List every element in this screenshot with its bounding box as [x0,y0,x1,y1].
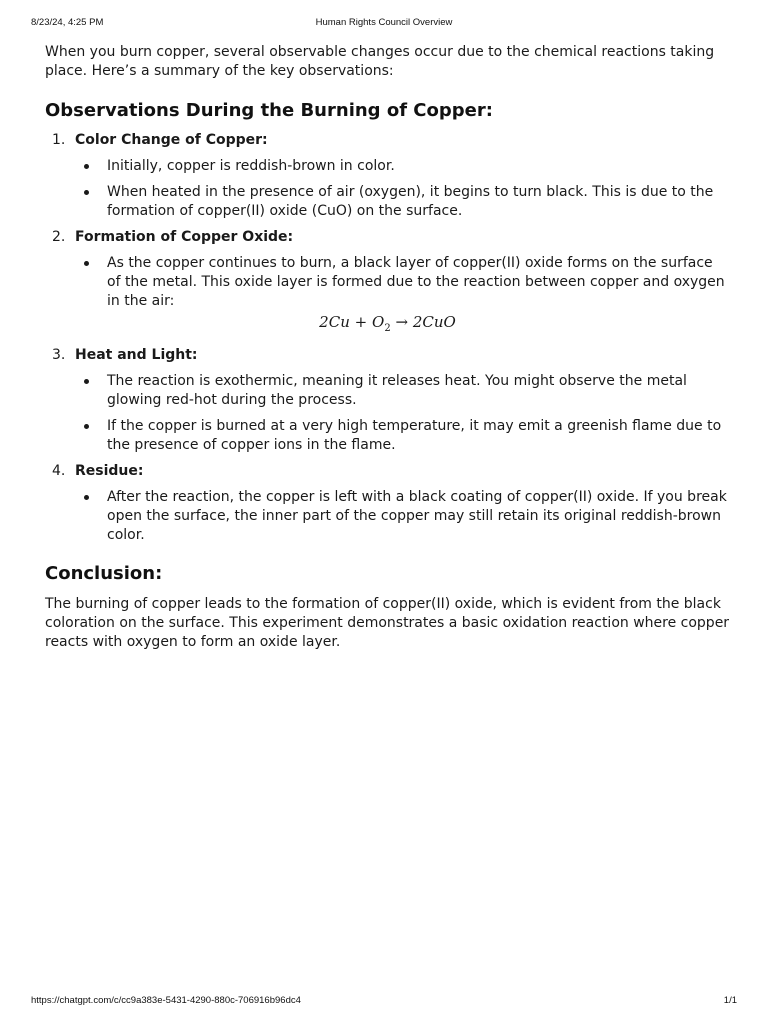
print-url: https://chatgpt.com/c/cc9a383e-5431-4290-880c-706916b96dc4 [31,995,301,1006]
bullet-text: Initially, copper is reddish-brown in color. [107,158,395,174]
item-title: Color Change of Copper: [75,132,268,148]
page-number: 1/1 [723,995,737,1006]
bullet-text: If the copper is burned at a very high temperature, it may emit a greenish flame due to the presence of copper ions in the flame. [107,418,722,453]
observation-item [45,131,730,221]
equation-arrow: → [395,313,409,331]
bullet-dot-icon [84,164,89,169]
bullet-text: As the copper continues to burn, a black layer of copper(II) oxide forms on the surface of the metal. This oxide layer is formed due to the reaction between copper and oxygen in the air: [107,255,725,309]
bullet-item [75,417,730,455]
equation-subscript: 2 [384,323,391,334]
item-number: 1. [52,132,66,148]
bullet-dot-icon [84,190,89,195]
conclusion-paragraph: The burning of copper leads to the formation of copper(II) oxide, which is evident from the black coloration on the surface. This experiment demonstrates a basic oxidation reaction where copper reacts with oxygen to form an oxide layer. [45,596,730,650]
bullet-text: After the reaction, the copper is left with a black coating of copper(II) oxide. If you break open the surface, the inner part of the copper may still retain its original reddish-brown color. [107,489,727,543]
document-body [45,43,730,652]
bullet-list [75,254,730,339]
equation-plus: + [354,313,368,331]
bullet-dot-icon [84,424,89,429]
bullet-item [75,157,730,176]
item-title: Heat and Light: [75,347,198,363]
bullet-dot-icon [84,495,89,500]
bullet-list [75,488,730,545]
observation-item [45,346,730,455]
item-title: Formation of Copper Oxide: [75,229,294,245]
item-title: Residue: [75,463,144,479]
bullet-item [75,488,730,545]
print-footer [0,995,768,1009]
intro-paragraph: When you burn copper, several observable changes occur due to the chemical reactions taking place. Here’s a summary of the key observations: [45,44,715,79]
observations-heading: Observations During the Burning of Copper: [45,100,493,121]
observation-item [45,228,730,339]
conclusion-heading: Conclusion: [45,563,163,584]
item-number: 2. [52,229,66,245]
chemical-equation [45,312,730,339]
bullet-dot-icon [84,379,89,384]
bullet-dot-icon [84,261,89,266]
equation-reactant-copper: 2Cu [319,313,350,331]
bullet-text: The reaction is exothermic, meaning it releases heat. You might observe the metal glowing red-hot during the process. [107,373,687,408]
print-datetime: 8/23/24, 4:25 PM [31,17,104,28]
bullet-text: When heated in the presence of air (oxygen), it begins to turn black. This is due to the formation of copper(II) oxide (CuO) on the surface. [107,184,714,219]
bullet-item [75,254,730,339]
equation-product: 2CuO [412,313,456,331]
bullet-item [75,183,730,221]
print-header [0,17,768,31]
observations-list [45,131,730,545]
print-title: Human Rights Council Overview [315,17,453,28]
bullet-list [75,157,730,221]
observation-item [45,462,730,545]
item-number: 3. [52,347,66,363]
bullet-list [75,372,730,455]
equation-reactant-oxygen: O [372,313,385,331]
item-number: 4. [52,463,66,479]
bullet-item [75,372,730,410]
